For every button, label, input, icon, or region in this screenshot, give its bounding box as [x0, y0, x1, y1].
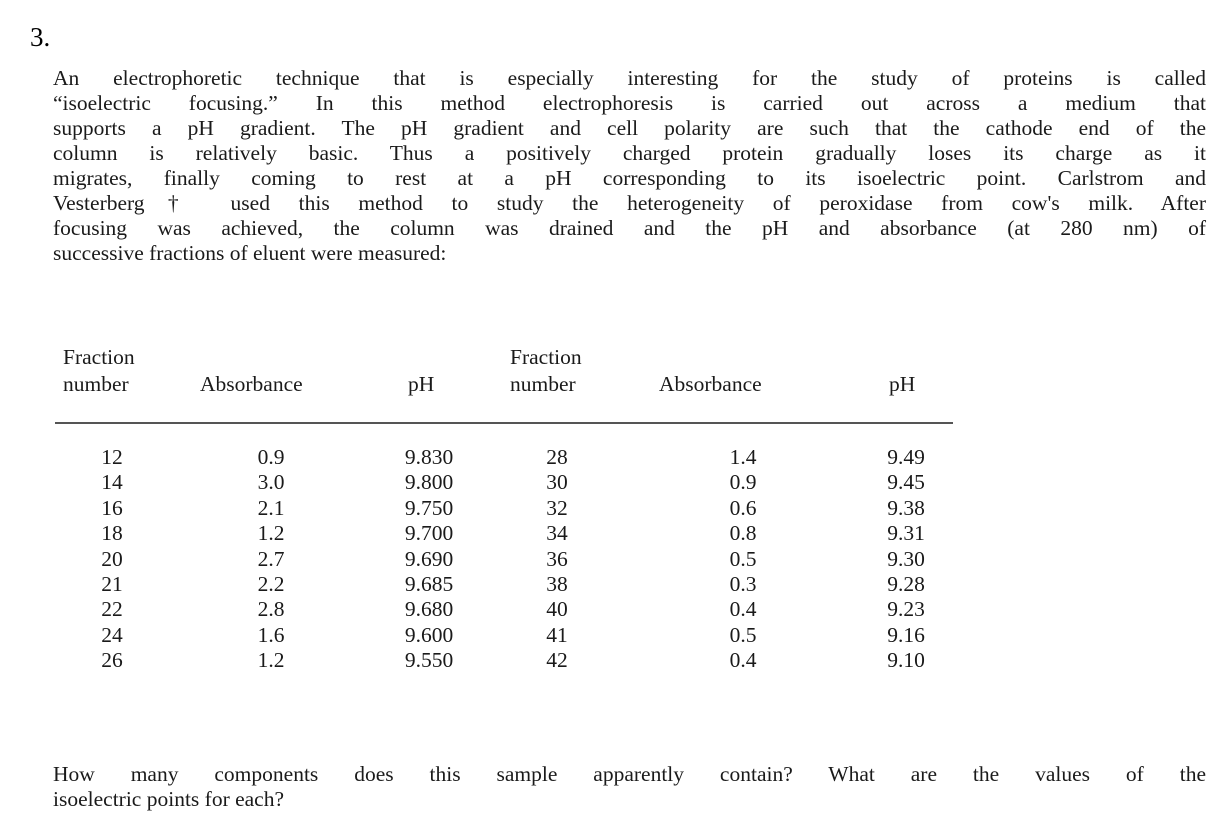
table-cell: 9.30 — [887, 546, 925, 571]
table-cell: 20 — [101, 546, 123, 571]
table-cell: 0.9 — [729, 470, 757, 495]
table-rule — [55, 422, 953, 424]
table-cell: 30 — [546, 470, 568, 495]
paragraph-line: migrates, finally coming to rest at a pH corresponding to its isoelectric point. Carlstrom and — [53, 166, 1206, 190]
header-number-2: number — [510, 372, 576, 396]
table-cell: 28 — [546, 445, 568, 469]
table-cell: 1.2 — [257, 648, 285, 673]
header-number-1: number — [63, 372, 129, 396]
table-cell: 1.4 — [729, 445, 757, 469]
table-cell: 9.31 — [887, 521, 925, 546]
table-cell: 16 — [101, 495, 123, 520]
table-cell: 9.16 — [887, 622, 925, 647]
table-cell: 9.700 — [404, 521, 454, 546]
table-cell: 14 — [101, 470, 123, 495]
table-cell: 36 — [546, 546, 568, 571]
table-cell: 34 — [546, 521, 568, 546]
table-cell: 1.6 — [257, 622, 285, 647]
table-cell: 9.685 — [404, 572, 454, 597]
paragraph-line: Vesterberg† used this method to study the heterogeneity of peroxidase from cow's milk. After — [53, 191, 1206, 215]
question-line: How many components does this sample apparently contain? What are the values of the — [53, 762, 1206, 786]
table-cell: 41 — [546, 622, 568, 647]
problem-paragraph — [53, 66, 1206, 266]
table-cell: 0.5 — [729, 622, 757, 647]
column-ph-1 — [389, 445, 469, 674]
column-ph-2 — [871, 445, 941, 674]
paragraph-line: column is relatively basic. Thus a positively charged protein gradually loses its charge as it — [53, 141, 1206, 165]
header-fraction-1: Fraction — [63, 345, 135, 369]
table-cell: 38 — [546, 572, 568, 597]
table-cell: 21 — [101, 572, 123, 597]
table-cell: 9.49 — [887, 445, 925, 469]
table-cell: 2.2 — [257, 572, 285, 597]
table-cell: 0.8 — [729, 521, 757, 546]
table-cell: 0.4 — [729, 648, 757, 673]
paragraph-line: successive fractions of eluent were measured: — [53, 241, 447, 265]
table-cell: 9.23 — [887, 597, 925, 622]
table-cell: 2.1 — [257, 495, 285, 520]
header-absorbance-1: Absorbance — [200, 372, 303, 396]
table-cell: 40 — [546, 597, 568, 622]
table-cell: 9.600 — [404, 622, 454, 647]
table-cell: 32 — [546, 495, 568, 520]
table-cell: 42 — [546, 648, 568, 673]
paragraph-line: An electrophoretic technique that is especially interesting for the study of proteins is called — [53, 66, 1206, 90]
paragraph-line: focusing was achieved, the column was drained and the pH and absorbance (at 280 nm) of — [53, 216, 1206, 240]
table-cell: 2.8 — [257, 597, 285, 622]
column-absorbance-2 — [718, 445, 768, 674]
table-cell: 9.28 — [887, 572, 925, 597]
table-cell: 1.2 — [257, 521, 285, 546]
table-cell: 9.10 — [887, 648, 925, 673]
problem-number: 3. — [30, 22, 51, 52]
header-absorbance-2: Absorbance — [659, 372, 762, 396]
table-cell: 9.800 — [404, 470, 454, 495]
question-text — [53, 762, 1206, 812]
table-cell: 9.690 — [404, 546, 454, 571]
table-cell: 0.9 — [257, 445, 285, 469]
table-cell: 9.45 — [887, 470, 925, 495]
table-cell: 0.5 — [729, 546, 757, 571]
table-cell: 9.680 — [404, 597, 454, 622]
table-cell: 22 — [101, 597, 123, 622]
table-cell: 9.38 — [887, 495, 925, 520]
table-cell: 0.3 — [729, 572, 757, 597]
table-cell: 24 — [101, 622, 123, 647]
column-absorbance-1 — [246, 445, 296, 674]
table-cell: 9.750 — [404, 495, 454, 520]
header-ph-2: pH — [889, 372, 916, 396]
paragraph-line: “isoelectric focusing.” In this method electrophoresis is carried out across a medium that — [53, 91, 1206, 115]
table-cell: 2.7 — [257, 546, 285, 571]
paragraph-line: supports a pH gradient. The pH gradient and cell polarity are such that the cathode end of the — [53, 116, 1206, 140]
column-fraction-1 — [87, 445, 137, 674]
table-cell: 3.0 — [257, 470, 285, 495]
question-line: isoelectric points for each? — [53, 787, 285, 811]
header-fraction-2: Fraction — [510, 345, 582, 369]
table-cell: 12 — [101, 445, 123, 469]
header-ph-1: pH — [408, 372, 435, 396]
table-cell: 9.830 — [404, 445, 454, 469]
table-cell: 0.4 — [729, 597, 757, 622]
table-cell: 0.6 — [729, 495, 757, 520]
table-cell: 18 — [101, 521, 123, 546]
column-fraction-2 — [532, 445, 582, 674]
table-cell: 26 — [101, 648, 123, 673]
table-cell: 9.550 — [404, 648, 454, 673]
